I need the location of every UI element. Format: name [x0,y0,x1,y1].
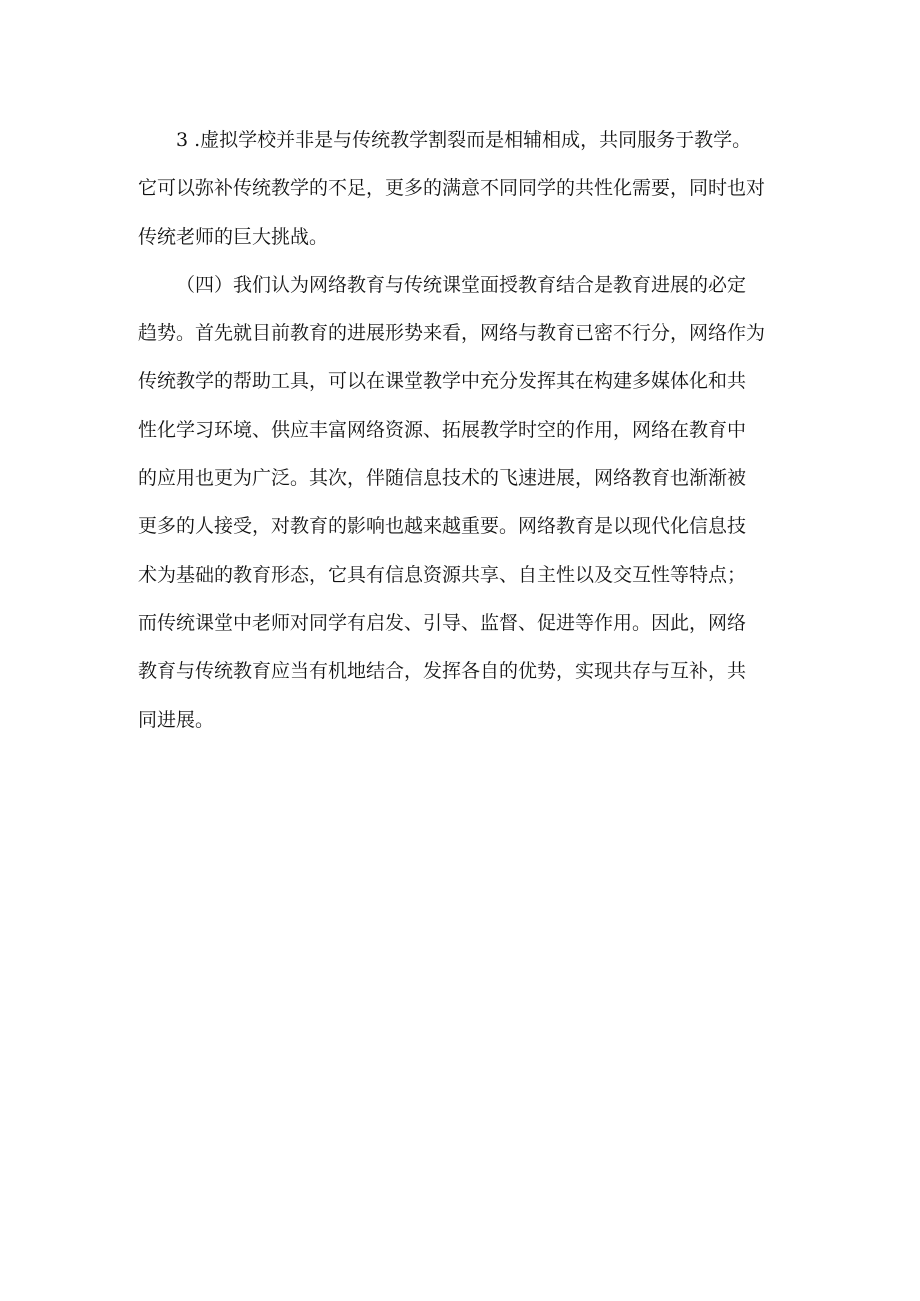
text-line: 术为基础的教育形态，它具有信息资源共享、自主性以及交互性等特点； [138,563,747,586]
text-line: 性化学习环境、供应丰富网络资源、拓展教学时空的作用，网络在教育中 [138,418,747,441]
paragraph-virtual-school [138,116,798,261]
text-line: 同进展。 [138,708,215,731]
text-line: 3 .虚拟学校并非是与传统教学割裂而是相辅相成，共同服务于教学。 [176,129,752,151]
document-body [138,116,798,744]
paragraph-section-four [138,261,798,744]
text-line: 的应用也更为广泛。其次，伴随信息技术的飞速进展，网络教育也渐渐被 [138,467,747,490]
text-line: 传统老师的巨大挑战。 [138,225,329,248]
text-line: 教育与传统教育应当有机地结合，发挥各自的优势，实现共存与互补，共 [138,660,747,683]
text-line: 而传统课堂中老师对同学有启发、引导、监督、促进等作用。因此，网络 [138,611,747,634]
text-line: 趋势。首先就目前教育的进展形势来看，网络与教育已密不行分，网络作为 [138,322,766,345]
text-line: （四）我们认为网络教育与传统课堂面授教育结合是教育进展的必定 [176,273,747,296]
text-line: 传统教学的帮助工具，可以在课堂教学中充分发挥其在构建多媒体化和共 [138,370,747,393]
text-line: 更多的人接受，对教育的影响也越来越重要。网络教育是以现代化信息技 [138,515,747,538]
text-line: 它可以弥补传统教学的不足，更多的满意不同同学的共性化需要，同时也对 [138,177,766,200]
